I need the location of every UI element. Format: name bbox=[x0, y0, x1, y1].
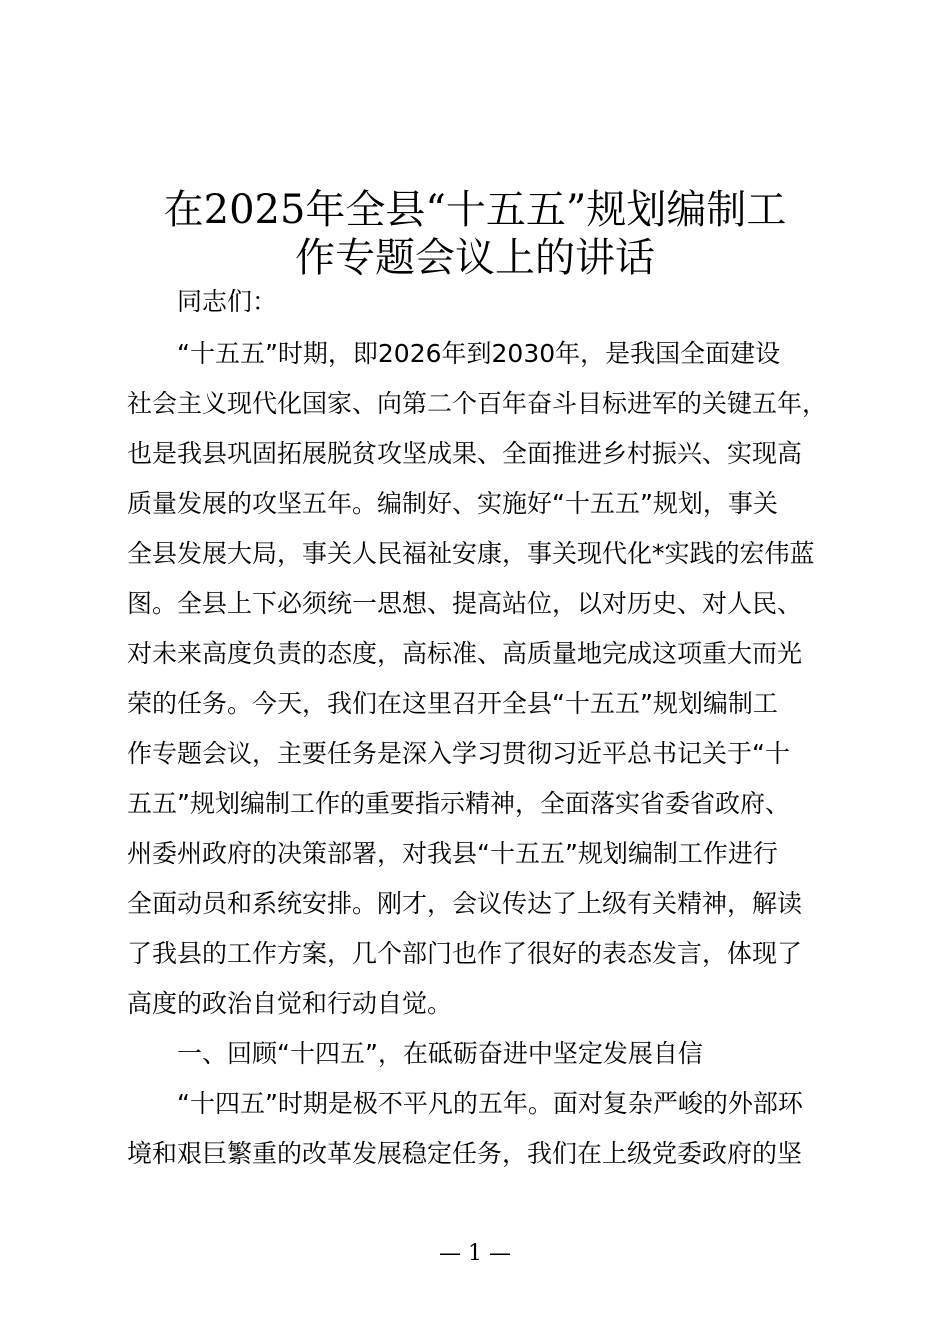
paragraph-line: 五五”规划编制工作的重要指示精神，全面落实省委省政府、 bbox=[127, 789, 790, 818]
paragraph-line: 全县发展大局，事关人民福祉安康，事关现代化*实践的宏伟蓝 bbox=[127, 539, 815, 568]
section-heading: 一、回顾“十四五”，在砥砺奋进中坚定发展自信 bbox=[177, 1039, 703, 1068]
paragraph-line: “十四五”时期是极不平凡的五年。面对复杂严峻的外部环 bbox=[177, 1089, 803, 1118]
paragraph-line: 了我县的工作方案，几个部门也作了很好的表态发言，体现了 bbox=[127, 939, 803, 968]
paragraph-line: 图。全县上下必须统一思想、提高站位，以对历史、对人民、 bbox=[127, 589, 803, 618]
paragraph-line: 质量发展的攻坚五年。编制好、实施好“十五五”规划，事关 bbox=[127, 489, 778, 518]
page-number: — 1 — bbox=[439, 1241, 511, 1266]
paragraph-line: 也是我县巩固拓展脱贫攻坚成果、全面推进乡村振兴、实现高 bbox=[127, 439, 803, 468]
paragraph-line: 全面动员和系统安排。刚才，会议传达了上级有关精神，解读 bbox=[127, 889, 803, 918]
paragraph-line: “十五五”时期，即2026年到2030年，是我国全面建设 bbox=[177, 339, 781, 368]
paragraph-line: 高度的政治自觉和行动自觉。 bbox=[127, 989, 453, 1018]
paragraph-line: 对未来高度负责的态度，高标准、高质量地完成这项重大而光 bbox=[127, 639, 803, 668]
salutation: 同志们： bbox=[177, 287, 278, 316]
document-title-line-2: 作专题会议上的讲话 bbox=[295, 235, 655, 281]
paragraph-line: 境和艰巨繁重的改革发展稳定任务，我们在上级党委政府的坚 bbox=[127, 1139, 803, 1168]
paragraph-line: 州委州政府的决策部署，对我县“十五五”规划编制工作进行 bbox=[127, 839, 778, 868]
paragraph-line: 荣的任务。今天，我们在这里召开全县“十五五”规划编制工 bbox=[127, 689, 778, 718]
paragraph-line: 社会主义现代化国家、向第二个百年奋斗目标进军的关键五年， bbox=[127, 389, 828, 418]
document-title-line-1: 在2025年全县“十五五”规划编制工 bbox=[163, 187, 787, 233]
paragraph-line: 作专题会议，主要任务是深入学习贯彻习近平总书记关于“十 bbox=[127, 739, 790, 768]
